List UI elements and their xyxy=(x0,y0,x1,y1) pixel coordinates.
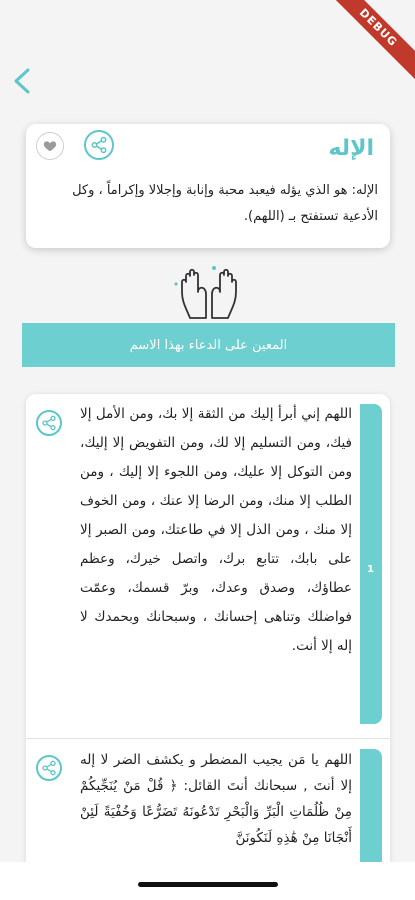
home-indicator[interactable] xyxy=(138,882,278,887)
debug-ribbon: DEBUG xyxy=(318,0,415,88)
dua-list xyxy=(26,394,390,864)
back-button[interactable] xyxy=(10,64,38,98)
dua-item-2 xyxy=(26,738,390,864)
share-icon xyxy=(90,136,108,154)
share-icon xyxy=(41,760,57,776)
praying-hands-icon xyxy=(168,262,250,322)
dua-text: اللهم يا مَن يجيب المضطر و يكشف الضر لا إله إلا أنتَ , سبحانك أنتَ القائل: ﴿ قُلْ مَنْ يُنَجِّيكُمْ مِنْ ظُلُمَاتِ الْبَرِّ وَالْبَحْرِ تَدْعُونَهُ تَضَرُّعًا وَخُفْيَةً لَئِنْ أَنْجَانَا مِنْ هَٰذِهِ لَنَكُونَنَّ xyxy=(80,752,352,846)
name-card xyxy=(26,124,390,248)
dua-text: اللهم إني أبرأ إليك من الثقة إلا بك، ومن الأمل إلا فيك، ومن التسليم إلا لك، ومن التفويض إلا إليك، ومن التوكل إلا عليك، ومن اللجوء إلا إليك ، ومن الطلب إلا منك، ومن الرضا إلا عنك ، ومن الخوف إلا منك ، ومن الذل إلا في طاعتك، ومن الصبر إلا على بابك، تتابع برك، واتصل خيرك، وعظم عطاؤك، وصدق وعدك، وبرّ قسمك، وعمّت فواضلك وتناهى إحسانك ، وسبحانك وبحمدك لا إله إلا أنت. xyxy=(80,406,352,654)
name-description: الإله: هو الذي يؤله فيعبد محبة وإنابة وإجلالا وإكراماً ، وكل الأدعية تستفتح بـ (اللهم). xyxy=(72,183,378,224)
dua-number-tab xyxy=(360,749,382,864)
chevron-left-icon xyxy=(10,64,38,98)
share-icon xyxy=(41,415,57,431)
dua-item-1 xyxy=(26,394,390,736)
dua-share-button[interactable] xyxy=(36,410,62,436)
name-title: الإله xyxy=(328,136,374,161)
dua-number: 1 xyxy=(367,564,374,575)
dua-helper-banner[interactable]: المعين على الدعاء بهذا الاسم xyxy=(22,323,395,367)
favorite-button[interactable] xyxy=(36,132,64,160)
heart-icon xyxy=(43,139,57,153)
bottom-safe-area xyxy=(0,862,415,900)
dua-share-button[interactable] xyxy=(36,755,62,781)
share-name-button[interactable] xyxy=(84,130,114,160)
